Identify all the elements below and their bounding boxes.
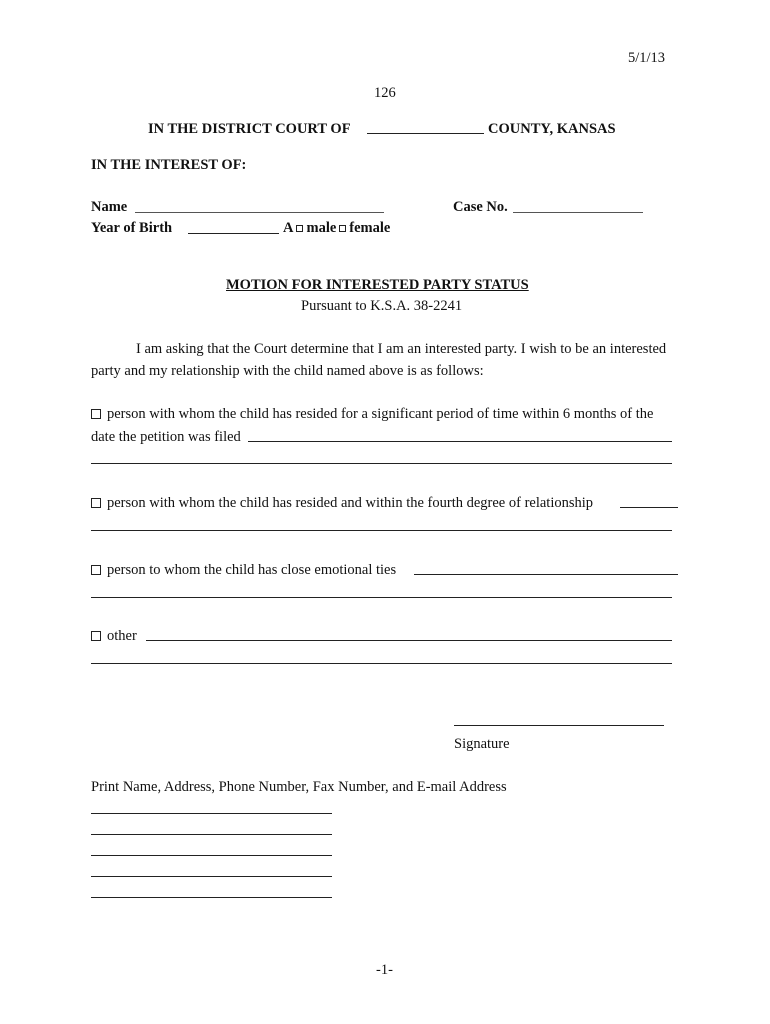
option-2-detail-line-2[interactable] [91,530,672,531]
option-4-checkbox[interactable] [91,631,101,641]
contact-info-label: Print Name, Address, Phone Number, Fax Number, and E-mail Address [91,779,507,795]
case-no-field[interactable] [513,212,643,213]
motion-subtitle: Pursuant to K.S.A. 38-2241 [301,298,463,314]
option-3-detail-line-2[interactable] [91,597,672,598]
option-4-detail-field[interactable] [146,640,672,641]
option-2-text: person with whom the child has resided and within the fourth degree of relationship [107,495,594,511]
option-2-detail-field[interactable] [620,507,678,508]
case-no-label: Case No. [453,199,508,215]
year-of-birth-label: Year of Birth [91,220,173,236]
name-field[interactable] [135,212,384,213]
contact-line-5[interactable] [91,897,332,898]
contact-line-4[interactable] [91,876,332,877]
contact-line-2[interactable] [91,834,332,835]
form-number: 126 [374,85,396,101]
year-of-birth-field[interactable] [188,233,279,234]
option-3-checkbox[interactable] [91,565,101,575]
intro-line-2: party and my relationship with the child named above is as follows: [91,363,484,379]
county-blank[interactable] [367,133,484,134]
option-3 [91,561,396,579]
option-1-detail-field[interactable] [248,441,672,442]
court-suffix: COUNTY, KANSAS [488,121,616,137]
contact-line-3[interactable] [91,855,332,856]
option-3-text: person to whom the child has close emotional ties [107,562,397,578]
option-1-detail-line-2[interactable] [91,463,672,464]
option-1-checkbox[interactable] [91,409,101,419]
signature-line[interactable] [454,725,664,726]
name-label: Name [91,199,128,215]
female-label: female [349,220,391,236]
sex-prefix: A [283,220,294,236]
motion-title: MOTION FOR INTERESTED PARTY STATUS [226,277,529,293]
option-1 [91,405,653,423]
court-prefix: IN THE DISTRICT COURT OF [148,121,351,137]
intro-line-1: I am asking that the Court determine that I am an interested party. I wish to be an interested [136,341,667,357]
option-4-text: other [107,628,137,644]
contact-line-1[interactable] [91,813,332,814]
female-checkbox[interactable] [339,225,346,232]
option-1-text: person with whom the child has resided for a significant period of time within 6 months of the [107,406,654,422]
option-2 [91,494,593,512]
signature-label: Signature [454,736,510,752]
page-number: -1- [376,962,393,978]
male-label: male [306,220,337,236]
option-4-detail-line-2[interactable] [91,663,672,664]
interest-of-label: IN THE INTEREST OF: [91,157,247,173]
option-3-detail-field[interactable] [414,574,678,575]
option-4 [91,627,137,645]
option-2-checkbox[interactable] [91,498,101,508]
form-date: 5/1/13 [628,50,666,66]
male-checkbox[interactable] [296,225,303,232]
sex-selection [283,219,390,237]
court-heading [148,120,351,138]
option-1-line-2: date the petition was filed [91,429,241,445]
